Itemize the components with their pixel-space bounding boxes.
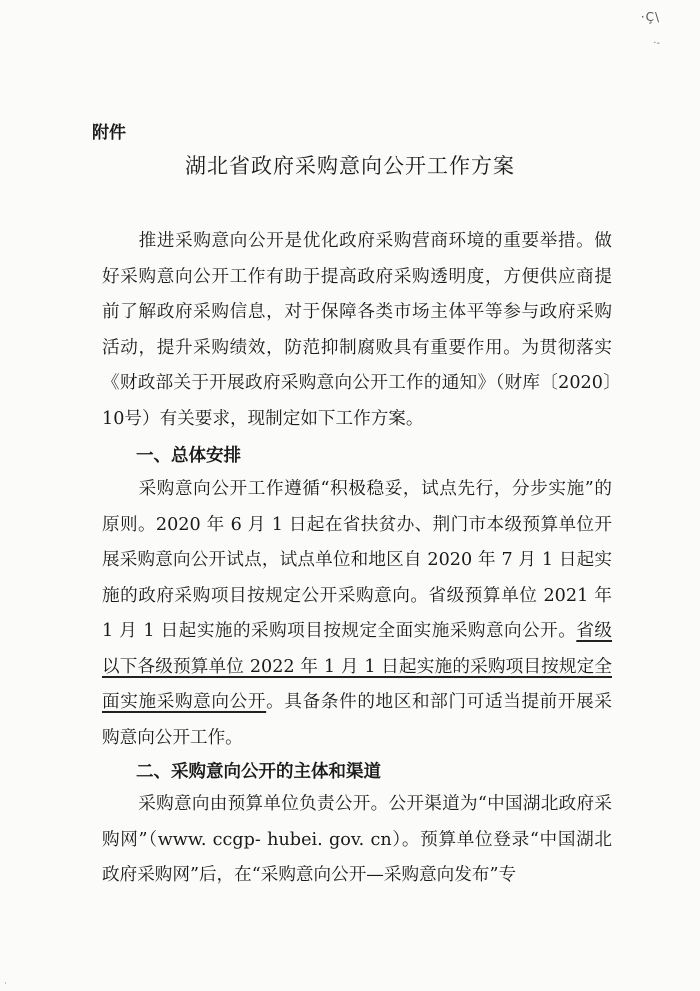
section-heading-overall: 一、总体安排: [136, 446, 241, 466]
intro-text: 推进采购意向公开是优化政府采购营商环境的重要举措。做好采购意向公开工作有助于提高政府采购透明度，方便供应商提前了解政府采购信息，对于保障各类市场主体平等参与政府采购活动，提升采购绩效，防范抑制腐败具有重要作用。为贯彻落实《财政部关于开展政府采购意向公开工作的通知》（财库〔2020〕10号）有关要求，现制定如下工作方案。: [102, 231, 612, 429]
section2-text: 采购意向由预算单位负责公开。公开渠道为“中国湖北政府采购网”（www. ccgp- hubei. gov. cn）。预算单位登录“中国湖北政府采购网”后，在“采购意向公开—采购意向发布”专: [102, 794, 612, 885]
scan-bottom-mark: ·: [4, 979, 7, 989]
scan-corner-marks: ·Ç\: [640, 10, 660, 24]
scan-corner-marks-secondary: ·-: [653, 38, 660, 49]
section1-underlined-text: 省级以下各级预算单位 2022 年 1 月 1 日起实施的采购项目按规定全面实施采购意向公开: [102, 621, 612, 712]
section1-paragraph: [102, 472, 612, 756]
section-heading-subject-channel: 二、采购意向公开的主体和渠道: [136, 762, 381, 782]
intro-paragraph: [102, 224, 612, 437]
section2-paragraph: [102, 787, 612, 894]
document-title: 湖北省政府采购意向公开工作方案: [185, 154, 515, 178]
section1-text-b: 。具备条件的地区和部门可适当提前开展采购意向公开工作。: [102, 692, 612, 748]
attachment-label: 附件: [92, 123, 126, 143]
section1-text-a: 采购意向公开工作遵循“积极稳妥，试点先行，分步实施”的原则。2020 年 6 月 1 日起在省扶贫办、荆门市本级预算单位开展采购意向公开试点，试点单位和地区自 2020 年 7 月 1 日起实施的政府采购项目按规定公开采购意向。省级预算单位 2021 年 1 月 1 日起实施的采购项目按规定全面实施采购意向公开。: [102, 479, 612, 641]
